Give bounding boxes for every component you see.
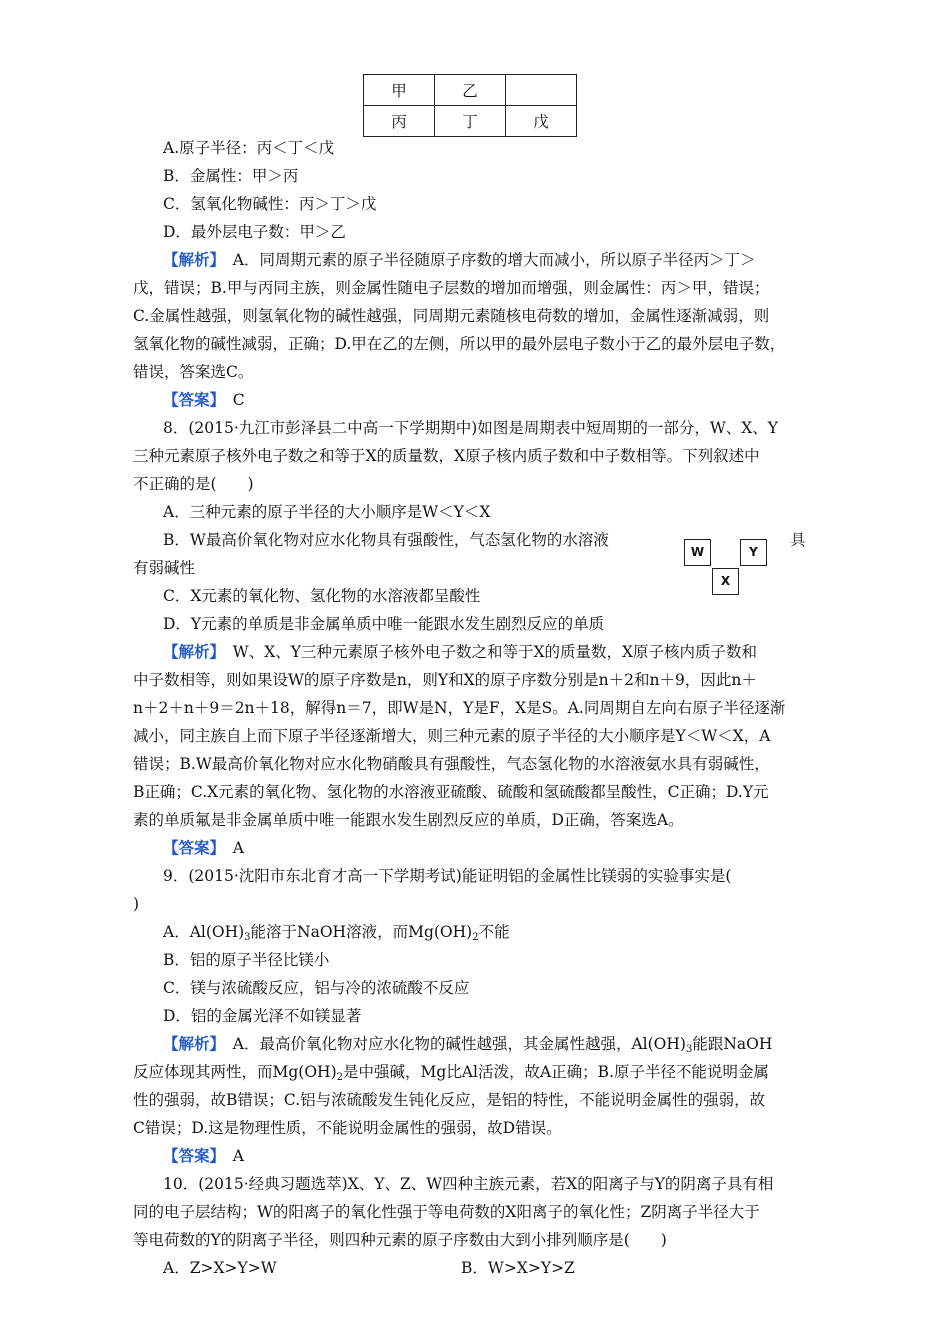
q9-analysis-line: C错误；D.这是物理性质，不能说明金属性的强弱，故D错误。 <box>133 1119 562 1137</box>
table-cell: 甲 <box>364 75 435 106</box>
table-cell: 乙 <box>435 75 506 106</box>
answer-tag: 【答案】 <box>163 838 218 857</box>
grid-cell-y: Y <box>740 539 767 566</box>
q8-option-c: C．X元素的氧化物、氢化物的水溶液都呈酸性 <box>163 587 481 605</box>
table-cell: 丁 <box>435 106 506 137</box>
q10-stem: 同的电子层结构；W的阳离子的氧化性强于等电荷数的X阳离子的氧化性；Z阴离子半径大于 <box>133 1203 760 1221</box>
q8-analysis-line: 错误；B.W最高价氧化物对应水化物硝酸具有强酸性，气态氢化物的水溶液氨水具有弱碱性， <box>133 755 770 773</box>
q8-option-b: B．W最高价氧化物对应水化物具有强酸性，气态氢化物的水溶液 <box>163 531 609 549</box>
table-cell: 丙 <box>364 106 435 137</box>
q7-option-b: B．金属性：甲＞丙 <box>163 167 299 185</box>
q9-stem: 9．(2015·沈阳市东北育才高一下学期考试)能证明铝的金属性比镁弱的实验事实是( <box>163 867 732 885</box>
q7-analysis-line: C.金属性越强，则氢氧化物的碱性越强，同周期元素随核电荷数的增加，金属性逐渐减弱，则 <box>133 307 770 325</box>
q8-analysis-line: 中子数相等，则如果设W的原子序数是n，则Y和X的原子序数分别是n＋2和n＋9，因此n＋ <box>133 671 757 689</box>
q9-option-a: A．$Al(OH)_3$能溶于NaOH溶液，而$Mg(OH)_2$不能 <box>163 923 510 943</box>
q8-analysis-line: 【解析】 W、X、Y三种元素原子核外电子数之和等于X的质量数，X原子核内质子数和 <box>163 642 758 661</box>
q10-option-a: A．Z>X>Y>W <box>163 1259 277 1277</box>
answer-tag: 【答案】 <box>163 1146 218 1165</box>
q8-stem: 三种元素原子核外电子数之和等于X的质量数，X原子核内质子数和中子数相等。下列叙述中 <box>133 447 760 465</box>
q9-answer: 【答案】 A <box>163 1146 244 1165</box>
q9-analysis-line: 反应体现其两性，而$Mg(OH)_2$是中强碱，Mg比Al活泼，故A正确；B.原子半径不能说明金属 <box>133 1063 769 1083</box>
q7-answer: 【答案】 C <box>163 390 245 409</box>
analysis-tag: 【解析】 <box>163 642 218 661</box>
table-cell <box>506 75 577 106</box>
q7-option-a: A.原子半径：丙＜丁＜戊 <box>163 139 335 157</box>
q7-analysis-line: 【解析】 A．同周期元素的原子半径随原子序数的增大而减小，所以原子半径丙＞丁＞ <box>163 250 756 269</box>
analysis-tag: 【解析】 <box>163 250 218 269</box>
q8-stem: 不正确的是( ) <box>133 475 254 493</box>
q8-option-d: D．Y元素的单质是非金属单质中唯一能跟水发生剧烈反应的单质 <box>163 615 605 633</box>
q7-analysis-line: 错误，答案选C。 <box>133 363 254 381</box>
q8-analysis-line: 素的单质氟是非金属单质中唯一能跟水发生剧烈反应的单质，D正确，答案选A。 <box>133 811 684 829</box>
answer-tag: 【答案】 <box>163 390 218 409</box>
q8-analysis-line: B正确；C.X元素的氧化物、氢化物的水溶液亚硫酸、硫酸和氢硫酸都呈酸性，C正确；D.Y元 <box>133 783 769 801</box>
q8-option-a: A．三种元素的原子半径的大小顺序是W＜Y＜X <box>163 503 491 521</box>
q10-stem: 10．(2015·经典习题选萃)X、Y、Z、W四种主族元素，若X的阳离子与Y的阴离子具有相 <box>163 1175 774 1193</box>
q7-option-c: C．氢氧化物碱性：丙＞丁＞戊 <box>163 195 377 213</box>
q8-stem: 8．(2015·九江市彭泽县二中高一下学期期中)如图是周期表中短周期的一部分，W、X、Y <box>163 419 779 437</box>
q9-analysis-line: 性的强弱，故B错误；C.铝与浓硫酸发生钝化反应，是铝的特性，不能说明金属性的强弱，故 <box>133 1091 766 1109</box>
q9-analysis-line: 【解析】 A．最高价氧化物对应水化物的碱性越强，其金属性越强，$Al(OH)_3$能跟NaOH <box>163 1034 773 1055</box>
element-table <box>363 74 577 137</box>
q8-option-b-tail: 具 <box>790 531 806 549</box>
table-cell: 戊 <box>506 106 577 137</box>
q8-answer: 【答案】 A <box>163 838 244 857</box>
q9-option-d: D．铝的金属光泽不如镁显著 <box>163 1007 362 1025</box>
q8-option-b-cont: 有弱碱性 <box>133 559 196 577</box>
q9-stem: ) <box>133 895 140 913</box>
q8-analysis-line: n＋2＋n＋9＝2n＋18，解得n＝7，即W是N，Y是F，X是S。A.同周期自左向右原子半径逐渐 <box>133 699 786 717</box>
grid-cell-x: X <box>712 568 739 595</box>
grid-cell-w: W <box>684 539 711 566</box>
q8-analysis-line: 减小，同主族自上而下原子半径逐渐增大，则三种元素的原子半径的大小顺序是Y＜W＜X，A <box>133 727 771 745</box>
q10-option-b: B．W>X>Y>Z <box>461 1259 575 1277</box>
analysis-tag: 【解析】 <box>163 1034 218 1053</box>
q7-analysis-line: 氢氧化物的碱性减弱，正确；D.甲在乙的左侧，所以甲的最外层电子数小于乙的最外层电子数， <box>133 335 786 353</box>
q9-option-b: B．铝的原子半径比镁小 <box>163 951 330 969</box>
q10-stem: 等电荷数的Y的阴离子半径，则四种元素的原子序数由大到小排列顺序是( ) <box>133 1231 667 1249</box>
table-row <box>364 106 577 137</box>
q7-analysis-line: 戊，错误；B.甲与丙同主族，则金属性随电子层数的增加而增强，则金属性：丙＞甲，错误； <box>133 279 770 297</box>
table-row <box>364 75 577 106</box>
q7-option-d: D．最外层电子数：甲＞乙 <box>163 223 346 241</box>
q9-option-c: C．镁与浓硫酸反应，铝与冷的浓硫酸不反应 <box>163 979 470 997</box>
